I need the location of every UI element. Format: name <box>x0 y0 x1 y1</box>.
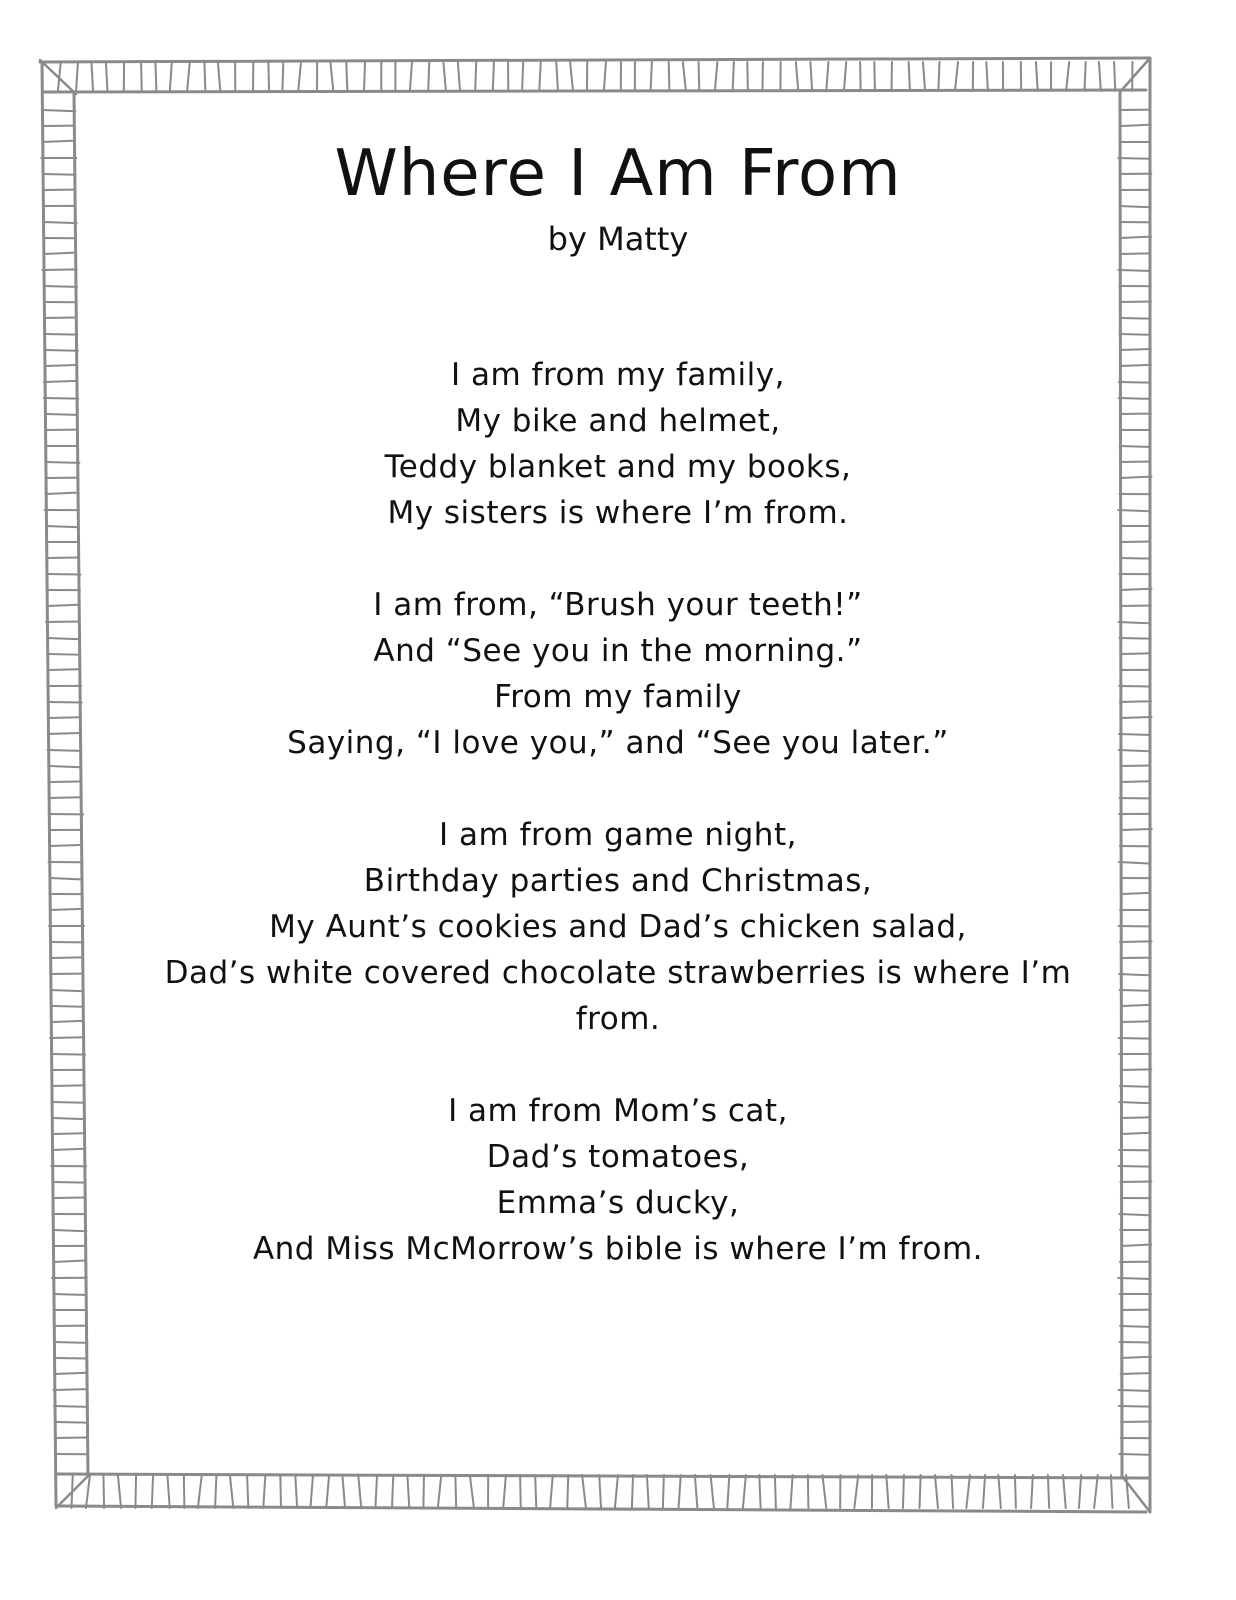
poem-line: And Miss McMorrow’s bible is where I’m from. <box>252 1231 984 1267</box>
poem-line: From my family <box>494 679 742 715</box>
poem-line: I am from game night, <box>439 817 797 853</box>
poem-line: Saying, “I love you,” and “See you later.” <box>287 725 949 761</box>
border-top <box>40 58 1150 94</box>
border-left <box>41 62 88 1506</box>
poem-title: Where I Am From <box>334 137 902 211</box>
poem-line: My bike and helmet, <box>455 403 781 439</box>
stanza-1 <box>120 352 1116 536</box>
poem-line: I am from my family, <box>451 357 785 393</box>
stanza-3 <box>120 812 1116 1042</box>
poem-line: Emma’s ducky, <box>496 1185 740 1221</box>
border-right <box>1118 58 1152 1512</box>
poem-author: by Matty <box>547 220 689 258</box>
poem-body <box>120 352 1116 1272</box>
stanza-4 <box>120 1088 1116 1272</box>
stanza-2 <box>120 582 1116 766</box>
poem-line: My Aunt’s cookies and Dad’s chicken salad, <box>269 909 967 945</box>
poem-line: Teddy blanket and my books, <box>384 449 852 485</box>
poem-line: I am from Mom’s cat, <box>448 1093 788 1129</box>
border-bottom <box>56 1474 1150 1512</box>
poem-line: I am from, “Brush your teeth!” <box>373 587 863 623</box>
poem-line: My sisters is where I’m from. <box>387 495 849 531</box>
poem-page <box>120 132 1116 1318</box>
poem-line: Birthday parties and Christmas, <box>363 863 873 899</box>
poem-line: Dad’s tomatoes, <box>486 1139 750 1175</box>
poem-line: And “See you in the morning.” <box>373 633 863 669</box>
poem-line: Dad’s white covered chocolate strawberries is where I’m from. <box>164 955 1072 1037</box>
